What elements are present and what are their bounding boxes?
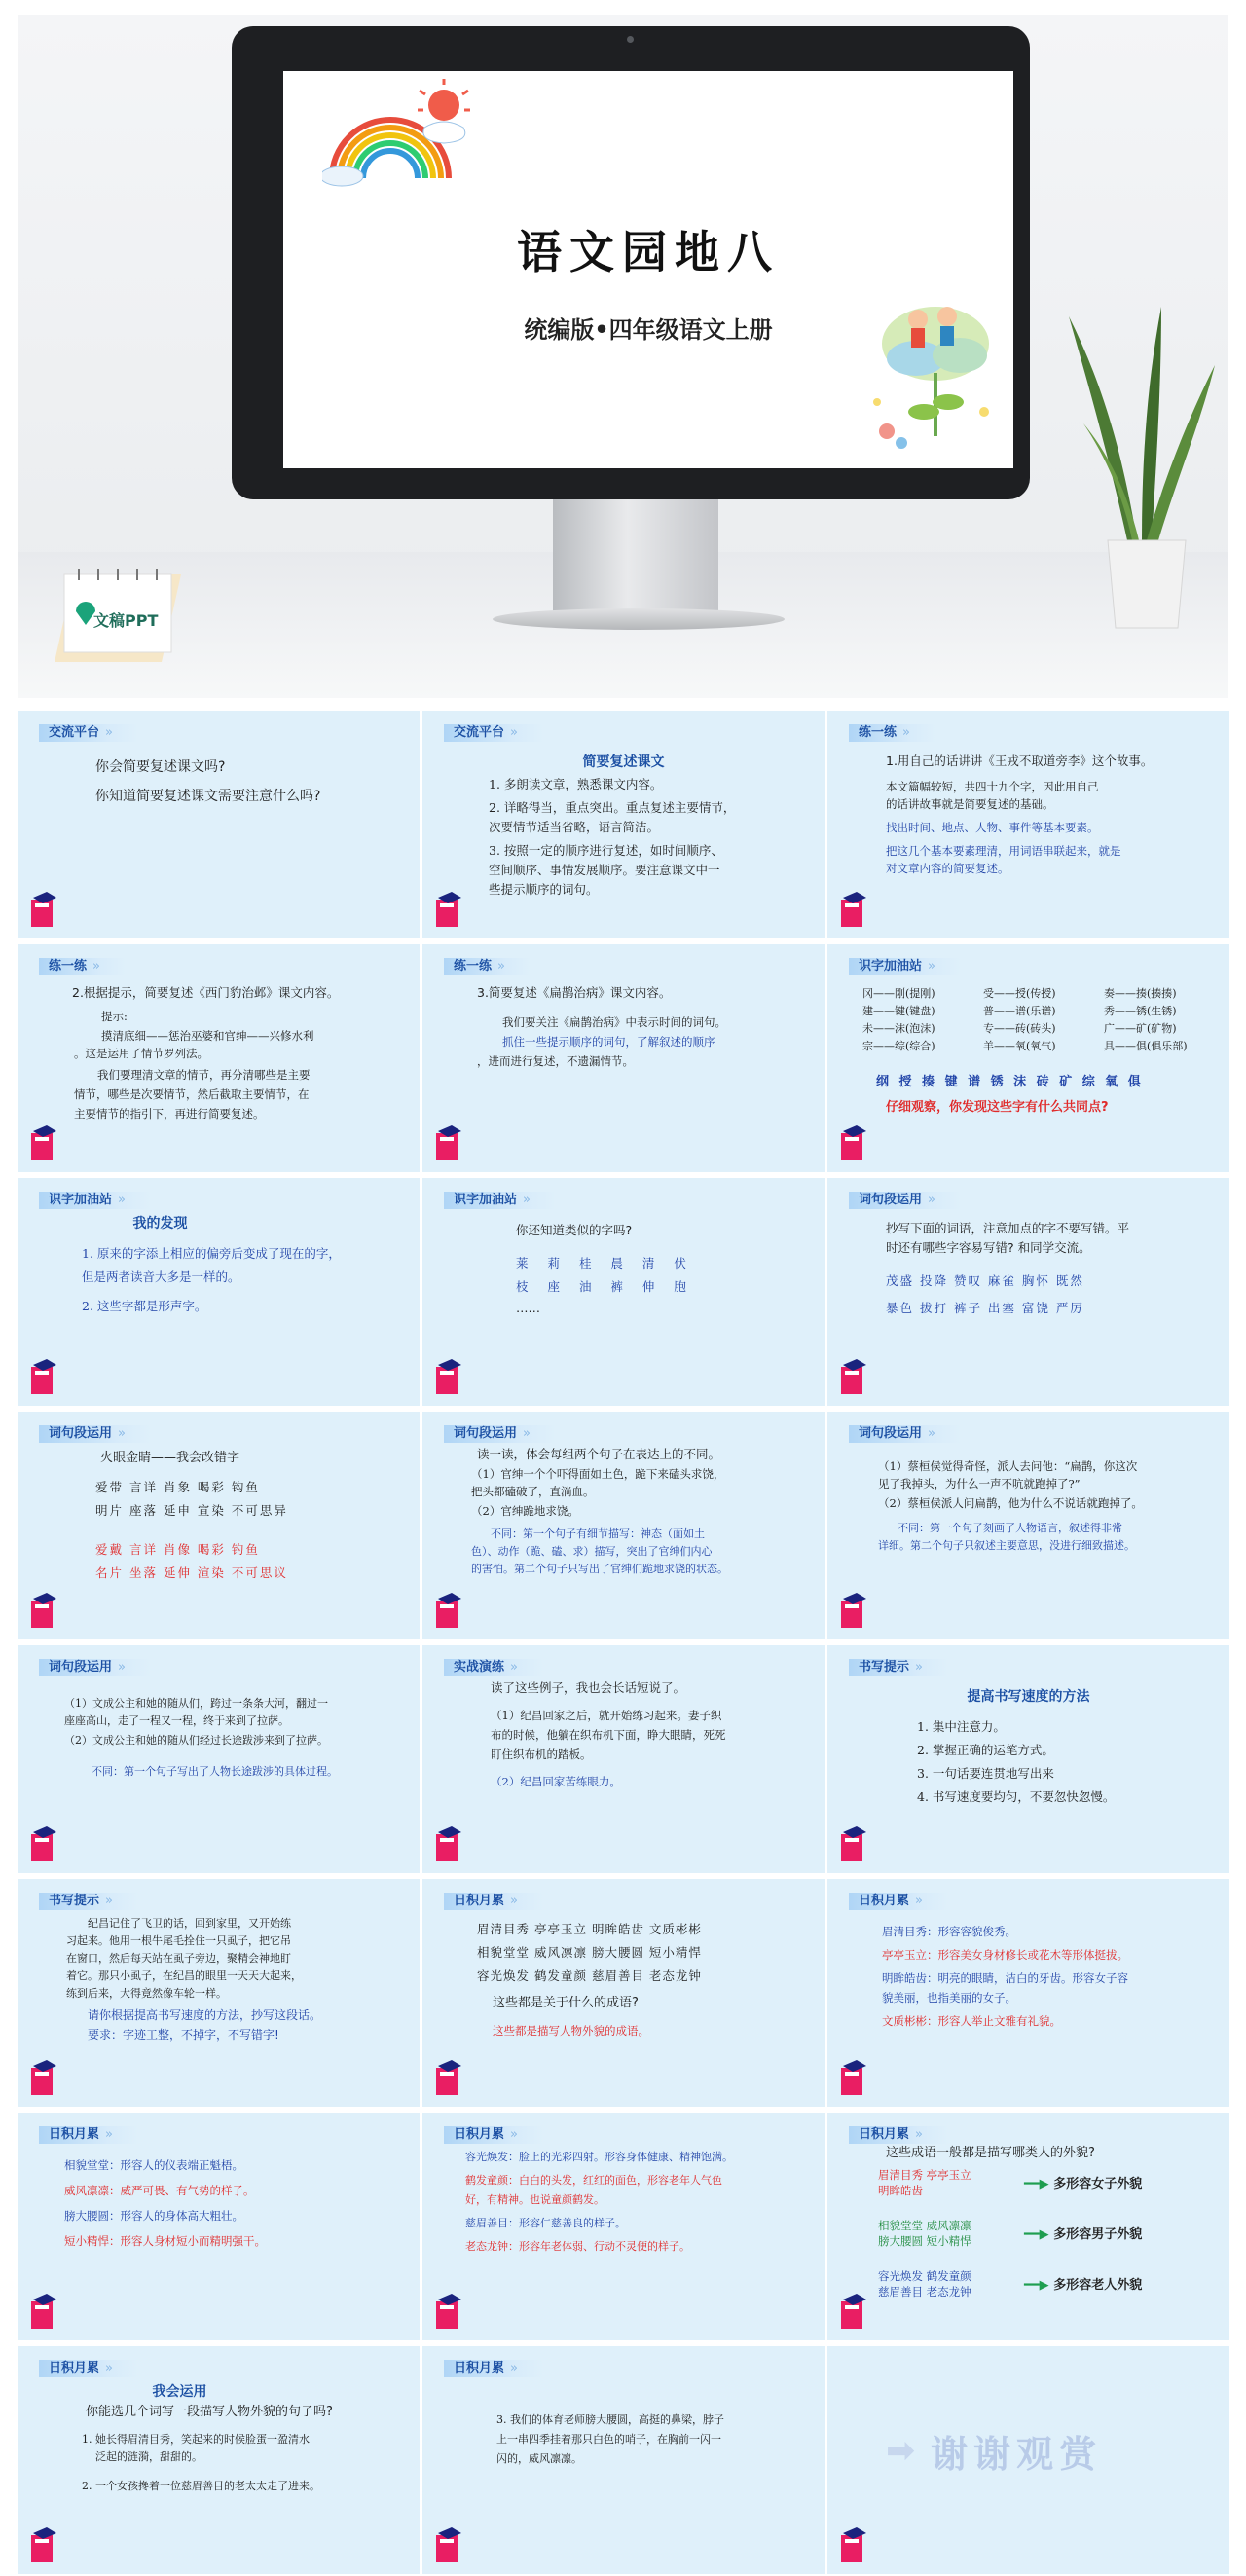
slide-text: 不同：第一个句子刻画了人物语言，叙述得非常 [898,1522,1122,1534]
literacy-table [862,985,1213,1055]
table-cell: 建——键(键盘) [862,1005,935,1017]
slide-tag: 实战演练 » [444,1659,543,1676]
book-mascot-icon [27,2525,60,2564]
idiom-category [1024,2276,1142,2296]
slide-text: 练到后来，大得竟然像车轮一样。 [66,1987,227,2000]
slide-text: （2）纪昌回家苦练眼力。 [491,1775,621,1788]
cover-slide [18,15,1228,698]
slide-tag: 交流平台 » [444,724,543,742]
slide-tag: 书写提示 » [39,1893,138,1910]
slide-question: 你还知道类似的字吗? [516,1223,633,1237]
slide-idioms-4 [422,2113,825,2340]
table-cell: 普——谱(乐谱) [983,1005,1056,1017]
slide-text: 习起来。他用一根牛尾毛拴住一只虱子，把它吊 [66,1934,291,1947]
book-mascot-icon [27,1824,60,1863]
slide-words-5 [18,1645,420,1873]
idiom-line: 慈眉善目 老态龙钟 [878,2285,971,2299]
char-row: 莱 莉 桂 晨 清 伏 [516,1256,694,1270]
book-mascot-icon [432,1123,465,1162]
table-cell: 宗——综(综合) [862,1040,935,1052]
slide-text: 你会简要复述课文吗? [95,759,226,775]
book-mascot-icon [837,890,870,929]
slide-text: 主要情节的指引下，再进行简要复述。 [74,1107,265,1121]
slide-idioms-1 [422,1879,825,2107]
slide-writing-1 [827,1645,1229,1873]
slide-text: 见了我掉头，为什么一声不吭就跑掉了?” [878,1477,1081,1490]
slide-question: 你能选几个词写一段描写人物外貌的句子吗? [86,2405,333,2419]
word-row: 明片 座落 延申 宣染 不可思异 [95,1503,288,1518]
idiom-line: 相貌堂堂 威风凛凛 [878,2219,971,2232]
slide-tag: 词句段运用 » [849,1425,961,1443]
idiom-category [1024,2175,1142,2194]
slide-tag: 练一练 » [444,958,531,975]
slide-tag: 日积月累 » [39,2360,138,2377]
slide-text: 详细。第二个句子只叙述主要意思，没进行细致描述。 [878,1539,1135,1552]
table-cell: 羊——氧(氧气) [983,1040,1056,1052]
slide-text: 的害怕。第二个句子只写出了官绅们跪地求饶的状态。 [471,1563,728,1575]
slide-text: 2. 一个女孩搀着一位慈眉善目的老太太走了进来。 [82,2480,320,2492]
slide-text: 不同：第一个句子写出了人物长途跋涉的具体过程。 [92,1765,338,1778]
book-mascot-icon [432,2292,465,2331]
slide-words-3 [422,1412,825,1639]
slide-tag: 日积月累 » [444,2126,543,2144]
book-mascot-icon [27,1357,60,1396]
slide-tag: 识字加油站 » [849,958,961,975]
slide-question: 这些都是关于什么的成语? [493,1996,639,2010]
slide-text: 提示: [101,1010,128,1023]
thanks-banner [886,2424,1102,2478]
arrow-right-icon: ━━▶ [1024,2177,1049,2191]
slide-tag: 词句段运用 » [444,1425,556,1443]
slide-tag: 日积月累 » [39,2126,138,2144]
word-row: 暴色 拔打 裤子 出塞 富饶 严厉 [886,1301,1084,1315]
webcam-dot [627,36,634,43]
slide-tag: 词句段运用 » [39,1425,151,1443]
idiom-row: 眉清目秀 亭亭玉立 明眸皓齿 文质彬彬 [477,1922,702,1936]
category-label: 多形容女子外貌 [1053,2177,1143,2191]
slide-text: 貌美丽，也指美丽的女子。 [882,1991,1016,2005]
slide-text: 对文章内容的简要复述。 [886,862,1009,875]
slide-text: 布的时候，他躺在织布机下面，睁大眼睛，死死 [491,1728,726,1742]
slide-text: 。这是运用了情节罗列法。 [74,1047,208,1060]
slide-text: 上一串四季挂着那只白色的哨子，在胸前一闪一 [496,2433,721,2446]
slide-text: 膀大腰圆：形容人的身体高大粗壮。 [64,2209,243,2223]
slide-text: （2）官绅跪地求饶。 [471,1504,579,1518]
slide-text: 情节，哪些是次要情节，然后截取主要情节，在 [74,1087,310,1101]
slide-text: 1. 她长得眉清目秀，笑起来的时候脸蛋一盈清水 [82,2433,310,2446]
slide-exchange-2 [422,711,825,938]
book-mascot-icon [432,2058,465,2097]
cover-subtitle: 统编版•四年级语文上册 [524,315,773,344]
slide-text: 读一读，体会每组两个句子在表达上的不同。 [477,1447,721,1461]
slide-tag: 词句段运用 » [849,1192,961,1209]
slide-text: 闪的，威风凛凛。 [496,2452,582,2465]
cover-title: 语文园地八 [517,226,780,278]
slide-text: 你知道简要复述课文需要注意什么吗? [95,789,321,804]
slide-text: 威风凛凛：威严可畏、有气势的样子。 [64,2184,255,2197]
slide-tag: 书写提示 » [849,1659,948,1676]
slide-tag: 识字加油站 » [444,1192,556,1209]
book-mascot-icon [27,890,60,929]
arrow-right-icon: ━━▶ [1024,2227,1049,2242]
word-row: 爱带 言详 肖象 喝彩 钩鱼 [95,1480,260,1494]
slide-text: 摸清底细——惩治巫婆和官绅——兴修水利 [101,1029,314,1043]
slide-text: 1. 多朗读文章，熟悉课文内容。 [489,777,663,791]
slide-text: 2.根据提示，简要复述《西门豹治邺》课文内容。 [72,985,340,1000]
slide-text: 明眸皓齿：明亮的眼睛，洁白的牙齿。形容女子容 [882,1971,1128,1985]
book-mascot-icon [837,1123,870,1162]
slide-idioms-3 [18,2113,420,2340]
slide-text: 本文篇幅较短，共四十九个字，因此用自己 [886,780,1099,793]
slide-practice-2 [18,944,420,1172]
char-list: 纲 授 揍 键 谱 锈 沫 砖 矿 综 氧 俱 [876,1075,1144,1089]
book-mascot-icon [432,1357,465,1396]
slide-text: 3. 一句话要连贯地写出来 [917,1766,1054,1781]
book-mascot-icon [837,1591,870,1630]
slide-exchange-1 [18,711,420,938]
table-cell: 受——授(传授) [983,987,1056,1000]
book-mascot-icon [837,2525,870,2564]
table-cell: 冈——刚(提刚) [862,987,935,1000]
slide-idioms-5 [827,2113,1229,2340]
slide-text: （2）蔡桓侯派人问扁鹊，他为什么不说话就跑掉了。 [878,1496,1143,1510]
slide-words-2 [18,1412,420,1639]
book-mascot-icon [432,2525,465,2564]
slide-text: 我们要关注《扁鹊治病》中表示时间的词句。 [502,1015,726,1029]
slide-practice-1 [827,711,1229,938]
slide-text: 找出时间、地点、人物、事件等基本要素。 [886,821,1099,834]
monitor-screen [283,71,1013,468]
slide-heading: 简要复述课文 [582,754,665,770]
slide-tag: 练一练 » [849,724,935,742]
slide-text: 1.用自己的话讲讲《王戎不取道旁李》这个故事。 [886,754,1154,768]
idiom-group [878,2218,971,2249]
slide-heading: 提高书写速度的方法 [967,1689,1090,1705]
table-cell: 秀——锈(生锈) [1104,1005,1177,1017]
book-mascot-icon [432,1824,465,1863]
slide-text: （2）文成公主和她的随从们经过长途跋涉来到了拉萨。 [64,1734,328,1747]
idiom-line: 眉清目秀 亭亭玉立 [878,2168,971,2182]
slide-text: 眉清目秀：形容容貌俊秀。 [882,1925,1016,1938]
table-cell: 具——俱(俱乐部) [1104,1040,1188,1052]
slide-text: 3. 我们的体育老师膀大腰圆，高挺的鼻梁，脖子 [496,2413,724,2426]
slide-text: 不同：第一个句子有细节描写：神态（面如土 [491,1527,705,1540]
slide-question: 仔细观察，你发现这些字有什么共同点? [886,1100,1109,1115]
slide-literacy-2 [18,1178,420,1406]
slide-tag: 识字加油站 » [39,1192,151,1209]
idiom-line: 膀大腰圆 短小精悍 [878,2234,971,2248]
slide-drill [422,1645,825,1873]
monitor-stand [553,499,718,616]
slide-text: 老态龙钟：形容年老体弱、行动不灵便的样子。 [465,2240,690,2253]
slide-text: 的话讲故事就是简要复述的基础。 [886,797,1054,811]
slide-literacy-1 [827,944,1229,1172]
slide-text: 亭亭玉立：形容美女身材修长或花木等形体挺拔。 [882,1948,1128,1962]
idiom-category [1024,2226,1142,2245]
book-mascot-icon [837,2292,870,2331]
slide-tag: 日积月累 » [849,2126,948,2144]
idiom-row: 相貌堂堂 威风凛凛 膀大腰圆 短小精悍 [477,1945,702,1960]
slide-text: 些提示顺序的词句。 [489,882,599,897]
slide-text: 慈眉善目：形容仁慈善良的样子。 [465,2217,626,2229]
slide-writing-2 [18,1879,420,2107]
slide-heading: 火眼金睛——我会改错字 [99,1451,239,1465]
slide-text: 2. 详略得当，重点突出。重点复述主要情节， [489,800,736,815]
slide-tag: 词句段运用 » [39,1659,151,1676]
slide-text: 2. 这些字都是形声字。 [82,1299,207,1313]
slide-text: 鹤发童颜：白白的头发，红红的面色，形容老年人气色 [465,2174,722,2187]
book-mascot-icon [27,1591,60,1630]
book-mascot-icon [837,1824,870,1863]
slide-heading: 我会运用 [152,2384,207,2400]
slide-text: 2. 掌握正确的运笔方式。 [917,1743,1054,1757]
idiom-group [878,2167,971,2198]
slide-text: 纪昌记住了飞卫的话，回到家里，又开始练 [88,1917,291,1930]
slide-idioms-7 [422,2346,825,2574]
flower-kids-icon [858,266,1004,451]
slide-text: 时还有哪些字容易写错? 和同学交流。 [886,1240,1091,1255]
slide-text: 把这几个基本要素理清，用词语串联起来，就是 [886,844,1121,858]
brand-logo: 文稿PPT [93,611,159,630]
slide-text: 1. 原来的字添上相应的偏旁后变成了现在的字， [82,1246,341,1261]
slide-text: （1）蔡桓侯觉得奇怪，派人去问他：“扁鹊，你这次 [878,1459,1138,1473]
slide-text: 短小精悍：形容人身材短小而精明强干。 [64,2234,266,2248]
idiom-row: 容光焕发 鹤发童颜 慈眉善目 老态龙钟 [477,1969,702,1983]
slide-text: 相貌堂堂：形容人的仪表端正魁梧。 [64,2158,243,2172]
slide-tag: 日积月累 » [849,1893,948,1910]
slide-text: 次要情节适当省略，语言简洁。 [489,820,660,834]
slide-text: 要求：字迹工整，不掉字，不写错字! [88,2028,279,2042]
slide-question: 这些成语一般都是描写哪类人的外貌? [886,2146,1095,2160]
slide-tag: 练一练 » [39,958,126,975]
slide-text: 盯住织布机的踏板。 [491,1748,592,1761]
slide-text: 3.简要复述《扁鹊治病》课文内容。 [477,985,672,1000]
slide-text: 请你根据提高书写速度的方法，抄写这段话。 [88,2008,322,2022]
slide-thanks [827,2346,1229,2574]
slide-text: 4. 书写速度要均匀，不要忽快忽慢。 [917,1789,1116,1804]
book-mascot-icon [27,2292,60,2331]
slide-practice-3 [422,944,825,1172]
slide-text: 容光焕发：脸上的光彩四射。形容身体健康、精神饱满。 [465,2151,733,2163]
slide-text: 在窗口，然后每天站在虱子旁边，聚精会神地盯 [66,1952,291,1965]
book-mascot-icon [432,890,465,929]
thanks-text: 谢谢观赏 [931,2433,1103,2476]
slide-text: 抓住一些提示顺序的词句，了解叙述的顺序 [502,1035,715,1049]
table-cell: 专——砖(砖头) [983,1022,1056,1035]
ellipsis: …… [516,1301,540,1315]
slide-text: 3. 按照一定的顺序进行复述，如时间顺序、 [489,843,723,858]
slide-text: 色）、动作（跪、磕、求）描写，突出了官绅们内心 [471,1545,713,1558]
book-mascot-icon [27,2058,60,2097]
slide-text: 空间顺序、事情发展顺序。要注意课文中一 [489,863,720,877]
slide-text: 抄写下面的词语，注意加点的字不要写错。平 [886,1221,1130,1235]
arrow-right-icon: ━━▶ [1024,2278,1049,2293]
slide-text: 但是两者读音大多是一样的。 [82,1270,240,1284]
slide-text: 好，有精神。也说童颜鹤发。 [465,2193,605,2206]
slide-text: （1）文成公主和她的随从们，跨过一条条大河，翻过一 [64,1697,328,1710]
slide-text: 把头都磕破了，直淌血。 [471,1485,595,1498]
slide-heading: 我的发现 [132,1216,188,1232]
book-mascot-icon [432,1591,465,1630]
slide-idioms-6 [18,2346,420,2574]
slide-idioms-2 [827,1879,1229,2107]
slide-tag: 日积月累 » [444,1893,543,1910]
word-row: 名片 坐落 延伸 渲染 不可思议 [95,1565,288,1580]
slide-text: 我们要理清文章的情节，再分清哪些是主要 [97,1068,311,1082]
slide-text: （1）纪昌回家之后，就开始练习起来。妻子织 [491,1709,722,1722]
word-row: 爱戴 言详 肖像 喝彩 钓鱼 [95,1542,260,1557]
slide-literacy-3 [422,1178,825,1406]
slide-words-4 [827,1412,1229,1639]
monitor-base [493,608,785,630]
rainbow-sun-icon [322,71,478,188]
slide-text: 着它。那只小虱子，在纪昌的眼里一天天大起来， [66,1969,302,1982]
slide-answer: 这些都是描写人物外貌的成语。 [493,2024,649,2038]
arrow-right-icon: ➡ [886,2431,922,2471]
slide-text: 1. 集中注意力。 [917,1719,1006,1734]
word-row: 茂盛 投降 赞叹 麻雀 胸怀 既然 [886,1273,1084,1288]
book-mascot-icon [837,2058,870,2097]
slide-text: 座座高山，走了一程又一程，终于来到了拉萨。 [64,1714,289,1727]
slide-text: ，进而进行复述，不遗漏情节。 [477,1054,634,1068]
table-cell: 奏——揍(揍揍) [1104,987,1177,1000]
idiom-group [878,2268,971,2300]
slide-text: 泛起的涟漪，甜甜的。 [95,2450,202,2463]
category-label: 多形容老人外貌 [1053,2278,1143,2293]
slide-text: 读了这些例子，我也会长话短说了。 [491,1680,686,1695]
char-row: 枝 座 油 裤 伸 胞 [516,1279,694,1294]
table-cell: 未——沫(泡沫) [862,1022,935,1035]
category-label: 多形容男子外貌 [1053,2227,1143,2242]
idiom-line: 明眸皓齿 [878,2184,923,2197]
slide-text: 文质彬彬：形容人举止文雅有礼貌。 [882,2014,1061,2028]
potted-plant-icon [1069,307,1215,638]
idiom-line: 容光焕发 鹤发童颜 [878,2269,971,2283]
slide-words-1 [827,1178,1229,1406]
slide-tag: 交流平台 » [39,724,138,742]
slide-text: （1）官绅一个个吓得面如土色，跪下来磕头求饶， [471,1467,725,1481]
table-cell: 广——矿(矿物) [1104,1022,1177,1035]
book-mascot-icon [837,1357,870,1396]
slide-tag: 日积月累 » [444,2360,543,2377]
book-mascot-icon [27,1123,60,1162]
